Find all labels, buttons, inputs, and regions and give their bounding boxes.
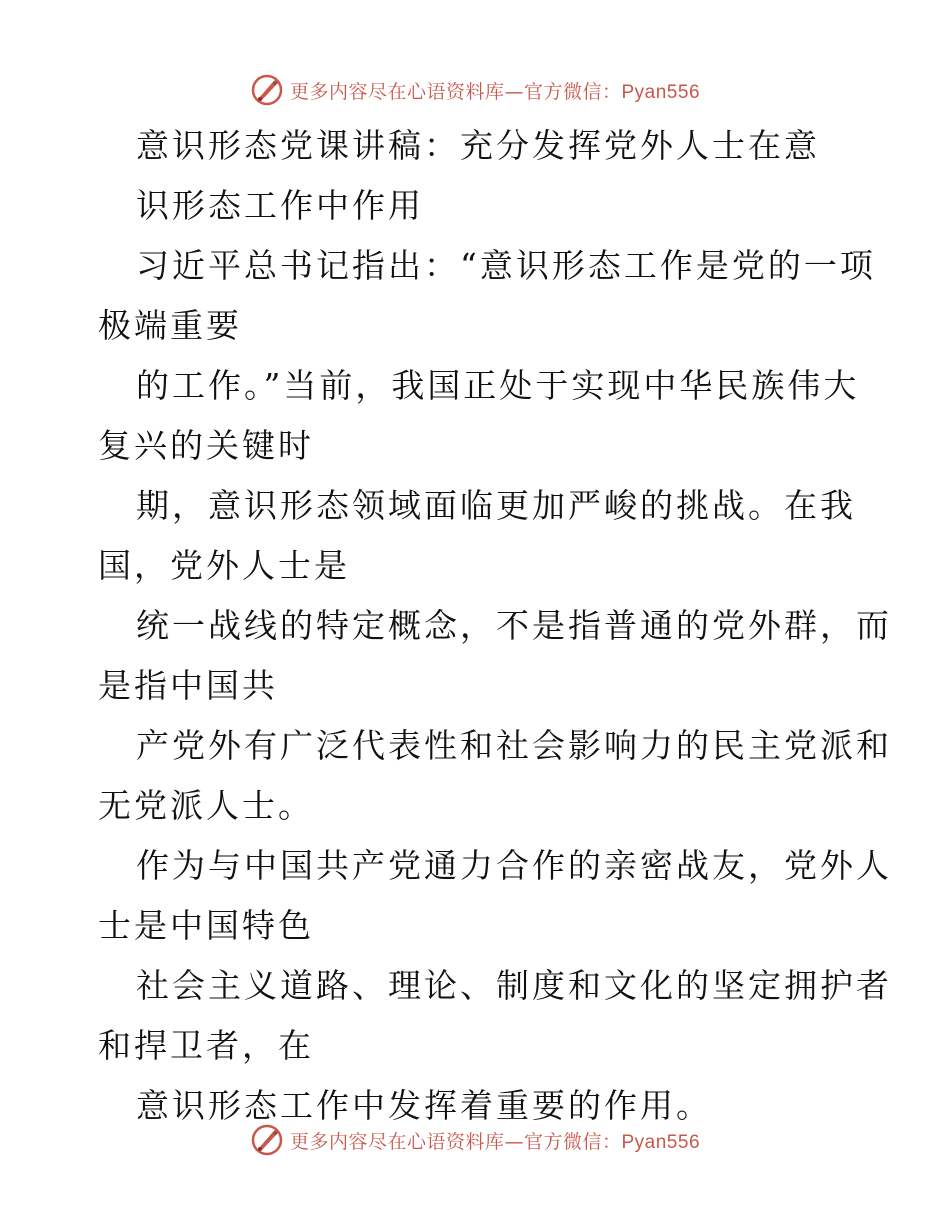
paragraph-line: 极端重要 (98, 306, 242, 345)
paragraph-line: 期，意识形态领域面临更加严峻的挑战。在我 (136, 486, 856, 525)
paragraph-line: 士是中国特色 (98, 906, 314, 945)
header-watermark (0, 68, 950, 112)
paragraph-line: 产党外有广泛代表性和社会影响力的民主党派和 (136, 726, 892, 765)
watermark-text: 更多内容尽在心语资料库—官方微信：Pyan556 (289, 1130, 701, 1153)
paragraph-line: 和捍卫者，在 (98, 1026, 314, 1065)
pen-seal-logo-icon (250, 1123, 284, 1157)
footer-watermark (0, 1118, 950, 1162)
watermark-text: 更多内容尽在心语资料库—官方微信：Pyan556 (289, 80, 701, 103)
paragraph-line: 习近平总书记指出：“意识形态工作是党的一项 (136, 246, 876, 285)
paragraph-line: 的工作。”当前，我国正处于实现中华民族伟大 (136, 366, 860, 405)
paragraph-line: 是指中国共 (98, 666, 278, 705)
paragraph-line: 国，党外人士是 (98, 546, 350, 585)
paragraph-line: 意识形态工作中发挥着重要的作用。 (136, 1086, 712, 1125)
pen-seal-logo-icon (250, 73, 284, 107)
paragraph-line: 统一战线的特定概念，不是指普通的党外群，而 (136, 606, 892, 645)
document-title-line-2: 识形态工作中作用 (136, 186, 424, 225)
paragraph-line: 社会主义道路、理论、制度和文化的坚定拥护者 (136, 966, 892, 1005)
paragraph-line: 作为与中国共产党通力合作的亲密战友，党外人 (136, 846, 892, 885)
document-title-line-1: 意识形态党课讲稿：充分发挥党外人士在意 (136, 126, 820, 165)
document-body (98, 116, 892, 1136)
paragraph-line: 无党派人士。 (98, 786, 314, 825)
paragraph-line: 复兴的关键时 (98, 426, 314, 465)
